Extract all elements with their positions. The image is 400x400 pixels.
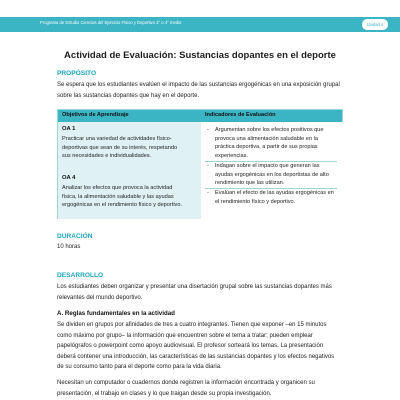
indicator-item	[205, 161, 337, 188]
text-line: - Argumentan sobre los efectos positivos que	[215, 127, 324, 133]
text-line: relevantes del mundo deportivo.	[57, 294, 143, 301]
text-line: ayudas ergogénicas en los deportistas de alto	[215, 171, 329, 178]
text-line: deportivas que sean de su interés, respetando	[62, 144, 178, 151]
text-line: Los estudiantes deben organizar y presentar una disertación grupal sobre las sustancias dopantes más	[57, 284, 332, 290]
indicators-cell	[201, 122, 343, 219]
indicator-item	[205, 188, 337, 206]
text-line: rendimiento que las utilizan.	[215, 180, 285, 187]
program-title: Programa de Estudio Ciencias del Ejercicio Físico y Deportivo 3° o 4° medio	[40, 20, 182, 25]
text-line: de su consumo tanto para el deporte como para la vida diaria.	[57, 364, 222, 370]
table-header-row	[58, 110, 342, 122]
text-line: - Indagan sobre el impacto que generan las	[215, 162, 320, 169]
indicator-item	[205, 126, 337, 161]
proposito-text	[57, 80, 343, 101]
proposito-heading: PROPÓSITO	[57, 70, 97, 77]
text-line: Analizar los efectos que provoca la actividad	[62, 185, 173, 191]
desarrollo-text	[57, 282, 343, 303]
oa1-code: OA 1	[62, 126, 76, 132]
oa4-code: OA 4	[62, 175, 76, 181]
text-line: física, la alimentación saludable y las ayudas	[62, 193, 174, 200]
text-line: Practicar una variedad de actividades físico-	[62, 136, 172, 142]
text-line: Necesitan un computador o cuadernos donde registren la información encontrada y organicen su	[57, 380, 315, 386]
header-bar	[0, 17, 400, 32]
oa4-text	[62, 184, 198, 210]
text-line: deberá contener una introducción, las características de las sustancias dopantes y los efectos negativos	[57, 353, 335, 360]
text-line: como máximo por grupo– la información que encuentren sobre el tema a tratar; pueden emplear	[57, 332, 313, 339]
text-line: - Evalúan el efecto de las ayudas ergogénicas en	[215, 189, 334, 196]
reglas-heading: A. Reglas fundamentales en la actividad	[57, 310, 175, 317]
col-header-objectives: Objetivos de Aprendizaje	[62, 112, 129, 118]
text-line: provoca una alimentación saludable en la	[215, 135, 318, 142]
text-line: papelógrafos o powerpoint como apoyo audiovisual. El profesor sorteará los temas. La presentación	[57, 343, 324, 349]
duracion-heading: DURACIÓN	[57, 233, 93, 240]
oa1-text	[62, 135, 198, 161]
text-line: experiencias.	[215, 153, 248, 160]
text-line: ergogénicas en el rendimiento físico y deportivo.	[62, 202, 183, 209]
col-header-indicators: Indicadores de Evaluación	[205, 112, 276, 118]
objectives-table	[57, 109, 343, 219]
text-line: sus necesidades e individualidades.	[62, 153, 152, 160]
text-line: práctica deportiva, a partir de sus propias	[215, 144, 318, 151]
objectives-cell	[58, 122, 201, 219]
unit-badge: Unidad 4	[362, 19, 388, 30]
reglas-text	[57, 320, 343, 373]
indicators-list	[205, 126, 337, 206]
duracion-value: 10 horas	[57, 244, 81, 250]
text-line: Se dividen en grupos por afinidades de tres a cuatro integrantes. Tienen que exponer –en 15 minutos	[57, 322, 327, 328]
page-title: Actividad de Evaluación: Sustancias dopantes en el deporte	[64, 50, 336, 61]
text-line: el rendimiento físico y deportivo.	[215, 198, 296, 205]
text-line: sobre las sustancias dopantes que hay en el deporte.	[57, 92, 200, 99]
text-line: presentación, el trabajo en clases y lo que traigan desde su propia investigación.	[57, 390, 272, 397]
reglas-text-2	[57, 378, 343, 399]
desarrollo-heading: DESARROLLO	[57, 272, 104, 279]
text-line: Se espera que los estudiantes evalúen el impacto de las sustancias ergogénicas en una exposición grupal	[57, 82, 340, 88]
